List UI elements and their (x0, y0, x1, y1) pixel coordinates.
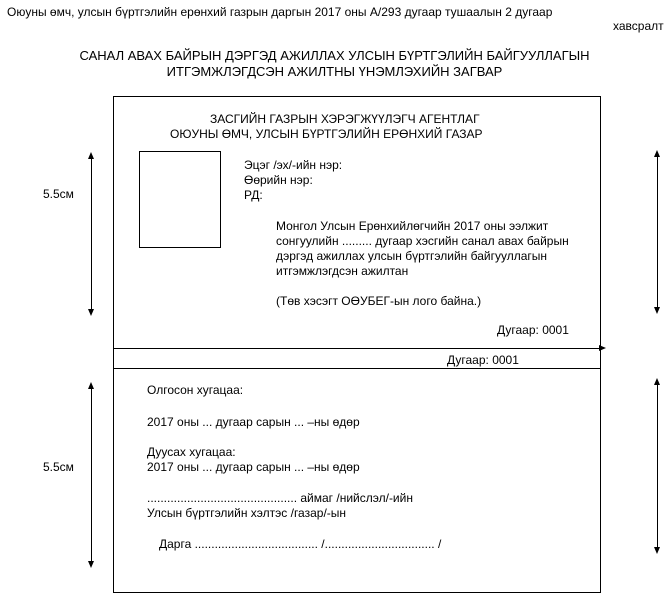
logo-note: (Төв хэсэгт ОӨУБЕГ-ын лого байна.) (276, 294, 482, 308)
photo-placeholder (139, 151, 221, 248)
header-line-1: Оюуны өмч, улсын бүртгэлийн ерөнхий газрын даргын 2017 оны А/293 дугаар тушаалын 2 дугаар (7, 5, 553, 19)
fold-line-bottom (113, 368, 601, 369)
register-label: РД: (244, 188, 263, 202)
title-line-2: ИТГЭМЖЛЭГДСЭН АЖИЛТНЫ ҮНЭМЛЭХИЙН ЗАГВАР (166, 64, 503, 79)
valid-from-value: 2017 оны ... дугаар сарын ... –ны өдөр (147, 415, 360, 429)
title-line-1: САНАЛ АВАХ БАЙРЫН ДЭРГЭД АЖИЛЛАХ УЛСЫН БҮРТГЭЛИЙН БАЙГУУЛЛАГЫН (79, 48, 590, 63)
description-line-1: Монгол Улсын Ерөнхийлөгчийн 2017 оны ээлжит (276, 219, 549, 233)
fold-arrow (599, 345, 606, 351)
strip-number: Дугаар: 0001 (447, 353, 519, 367)
description-line-2: сонгуулийн ......... дугаар хэсгийн санал авах байрын (276, 234, 569, 248)
office-line-1: ............................................. аймаг /нийслэл/-ийн (147, 491, 413, 505)
valid-to-label: Дуусах хугацаа: (147, 445, 236, 459)
agency-line-1: ЗАСГИЙН ГАЗРЫН ХЭРЭГЖҮҮЛЭГЧ АГЕНТЛАГ (210, 112, 480, 126)
agency-line-2: ОЮУНЫ ӨМЧ, УЛСЫН БҮРТГЭЛИЙН ЕРӨНХИЙ ГАЗАР (170, 127, 483, 141)
header-line-2: хавсралт (613, 19, 664, 33)
office-line-2: Улсын бүртгэлийн хэлтэс /газар/-ын (147, 506, 347, 520)
top-height-label: 5.5см (43, 187, 74, 201)
fold-line-top (113, 348, 600, 349)
given-name-label: Өөрийн нэр: (244, 173, 313, 187)
bottom-height-label: 5.5см (43, 460, 74, 474)
father-name-label: Эцэг /эх/-ийн нэр: (244, 158, 343, 172)
signature-line: Дарга ..................................... /................................. / (159, 537, 442, 551)
description-line-3: дэргэд ажиллах улсын бүртгэлийн байгууллагын (276, 249, 548, 263)
description-line-4: итгэмжлэгдсэн ажилтан (276, 264, 409, 278)
front-number: Дугаар: 0001 (497, 323, 569, 337)
document-title (0, 48, 669, 80)
valid-from-label: Олгосон хугацаа: (147, 383, 244, 397)
valid-to-value: 2017 оны ... дугаар сарын ... –ны өдөр (147, 460, 360, 474)
